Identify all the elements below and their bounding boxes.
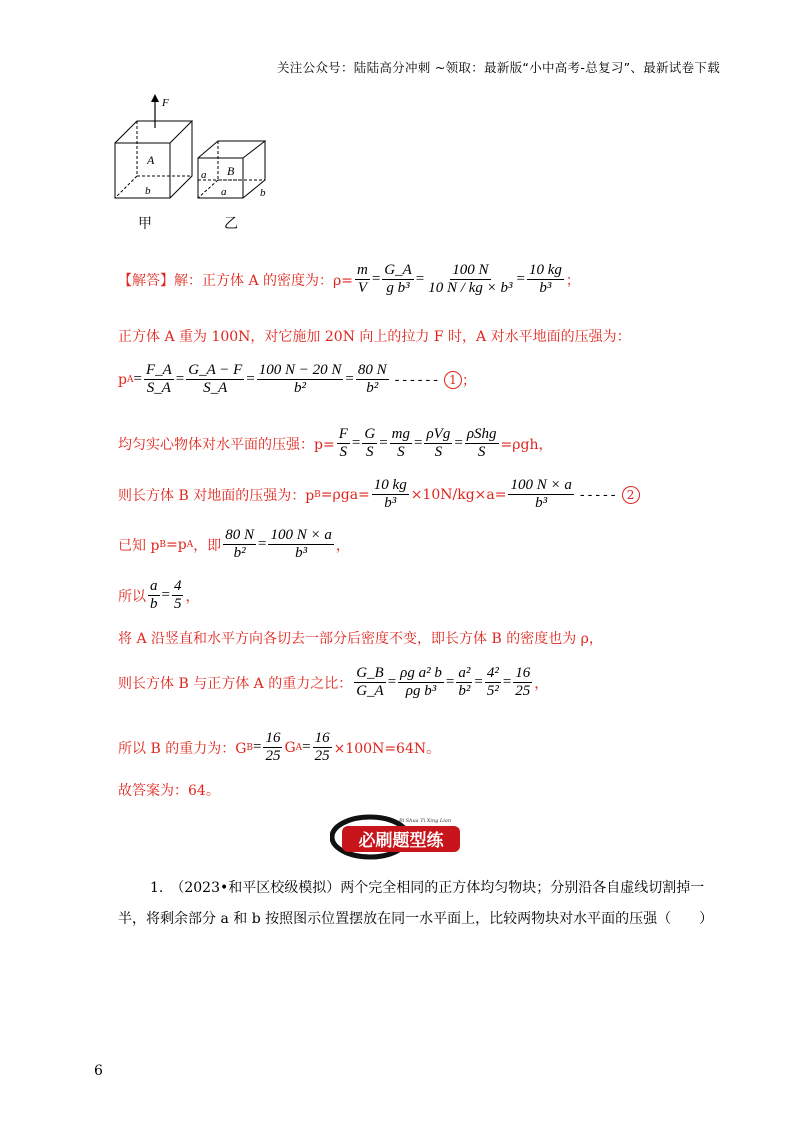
fraction: $\frac{100 N \times a}{\text{b³}}$ [510,477,572,512]
fraction: $\frac{\text{4²}}{\text{5²}}$ [486,665,499,700]
page-header: 关注公众号：陆陆高分冲刺 ~领取：最新版“小中高考-总复习”、最新试卷下载 [276,60,720,75]
fraction: $\frac{100 N \times a}{\text{b³}}$ [270,527,332,562]
fraction: $\frac{G\_A - F}{S\_A}$ [188,362,243,397]
solution-line-6: 已知 p B =p A ，即 $\frac{80 N}{\text{b²}}$ = $\frac{100 N \times a}{\text{b³}}$ ， [118,527,350,562]
fraction: $\frac{80 N}{\text{b²}}$ [357,362,387,397]
solution-line-9: 则长方体 B 与正方体 A 的重力之比： $\frac{G\_B}{G\_A}$ = $\frac{\text{ρg a² b}}{\text{ρg b³}}$ = $\frac{\text{a²}}{\text{b²}}$ = $\frac{\text{4²}}{\text{5²}}$ = $\frac{16}{25}$ ， [118,665,549,700]
fraction: $\frac{100 N - 20 N}{\text{b²}}$ [258,362,342,397]
fraction: $\frac{G\_A}{\text{g b³}}$ [384,262,412,297]
answer-tag: 【解答】 [118,272,174,289]
solution-line-1: 【解答】 解：正方体 A 的密度为：ρ= $\frac{m}{V}$ = $\frac{G\_A}{\text{g b³}}$ = $\frac{100 N}{\text{10 N / kg × b³}}$ = $\frac{10 kg}{\text{b³}}$ ； [118,262,580,297]
fraction: $\frac{a}{b}$ [150,578,158,613]
force-label: F [162,97,169,109]
bishua-logo [330,812,470,862]
circle-2-icon: 2 [622,486,640,504]
logo-script: Bi Shua Ti Xing Lian [398,818,452,824]
caption-yi: 乙 [224,216,238,232]
block-b-edge-a-bottom: a [221,186,227,198]
fraction: $\frac{mg}{S}$ [391,426,410,461]
logo-text: 必刷题型练 [358,831,444,851]
block-b-edge-a-left: a [201,169,207,181]
fraction: $\frac{F\_A}{S\_A}$ [145,362,172,397]
fraction: $\frac{\text{ρShg}}{S}$ [466,426,497,461]
fraction: $\frac{80 N}{\text{b²}}$ [225,527,255,562]
fraction: $\frac{\text{a²}}{\text{b²}}$ [458,665,471,700]
solution-line-3: p A = $\frac{F\_A}{S\_A}$ = $\frac{G\_A - F}{S\_A}$ = $\frac{100 N - 20 N}{\text{b²}}$ = $\frac{80 N}{\text{b²}}$ ------ 1 ； [118,362,476,397]
caption-jia: 甲 [138,216,152,232]
question-1: 1. （2023•和平区校级模拟）两个完全相同的正方体均匀物块；分别沿各自虚线切割掉一半，将剩余部分 a 和 b 按照图示位置摆放在同一水平面上，比较两物块对水平面的压强（ ） [118,880,714,927]
fraction: $\frac{16}{25}$ [265,730,281,765]
solution-line-8: 将 A 沿竖直和水平方向各切去一部分后密度不变，即长方体 B 的密度也为 ρ， [118,631,603,647]
cube-figure [100,88,290,238]
fraction: $\frac{16}{25}$ [314,730,330,765]
fraction: $\frac{100 N}{\text{10 N / kg × b³}}$ [428,262,513,297]
fraction: $\frac{\text{ρVg}}{S}$ [426,426,451,461]
fraction: $\frac{4}{5}$ [173,578,182,613]
circle-1-icon: 1 [444,371,462,389]
block-a-label: A [147,153,155,167]
page-number: 6 [94,1063,103,1079]
block-b-label: B [227,164,235,178]
fraction: $\frac{G}{S}$ [364,426,376,461]
fraction: $\frac{10 kg}{\text{b³}}$ [373,477,407,512]
fraction: $\frac{16}{25}$ [515,665,531,700]
solution-line-11: 故答案为：64。 [118,783,220,799]
solution-line-10: 所以 B 的重力为：G B = $\frac{16}{25}$ G A = $\frac{16}{25}$ ×100N=64N。 [118,730,441,765]
fraction: $\frac{10 kg}{\text{b³}}$ [528,262,562,297]
block-b-edge-b: b [260,187,266,199]
solution-line-7: 所以 $\frac{a}{b}$ = $\frac{4}{5}$ ， [118,578,200,613]
solution-line-4: 均匀实心物体对水平面的压强：p= $\frac{F}{S}$ = $\frac{G}{S}$ = $\frac{mg}{S}$ = $\frac{\text{ρVg}}{S}$ = $\frac{\text{ρShg}}{S}$ =ρgh， [118,426,553,461]
solution-line-5: 则长方体 B 对地面的压强为：p B =ρga= $\frac{10 kg}{\text{b³}}$ ×10N/kg×a= $\frac{100 N \times a}{\text{b³}}$ ----- 2 [118,477,640,513]
block-a-edge: b [145,185,151,197]
fraction: $\frac{F}{S}$ [338,426,348,461]
fraction: $\frac{\text{ρg a² b}}{\text{ρg b³}}$ [400,665,442,700]
fraction: $\frac{m}{V}$ [356,262,368,297]
fraction: $\frac{G\_B}{G\_A}$ [356,665,384,700]
solution-line-2: 正方体 A 重为 100N，对它施加 20N 向上的拉力 F 时，A 对水平地面的压强为： [118,329,631,345]
